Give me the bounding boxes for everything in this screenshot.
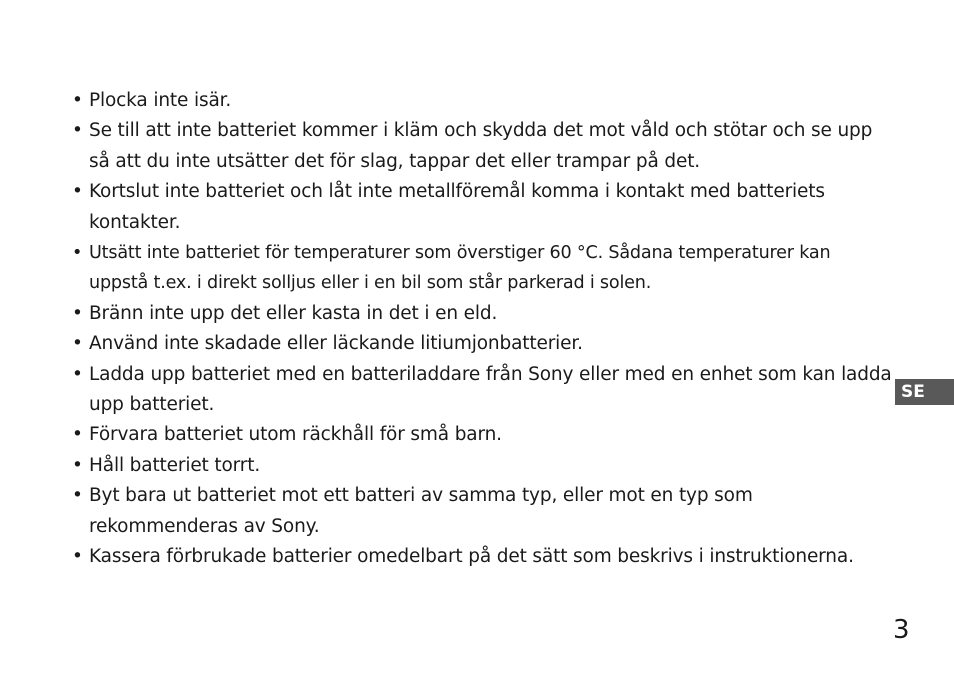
- list-item-text: Använd inte skadade eller läckande litiumjonbatterier.: [89, 333, 583, 355]
- list-item-text: Byt bara ut batteriet mot ett batteri av samma typ, eller mot en typ som rekommenderas av Sony.: [89, 485, 753, 537]
- list-item: [72, 299, 892, 329]
- page-number: 3: [893, 615, 910, 645]
- list-item: [72, 360, 892, 421]
- list-item: [72, 481, 892, 542]
- list-item-text: Kassera förbrukade batterier omedelbart på det sätt som beskrivs i instruktionerna.: [89, 546, 854, 568]
- language-tab: SE: [895, 379, 954, 405]
- bullet-icon: •: [72, 485, 83, 507]
- bullet-icon: •: [72, 454, 83, 476]
- list-item: [72, 329, 892, 359]
- list-item: [72, 420, 892, 450]
- list-item-text: Bränn inte upp det eller kasta in det i en eld.: [89, 302, 498, 324]
- list-item-text: Utsätt inte batteriet för temperaturer som överstiger 60 °C. Sådana temperaturer kan uppstå t.ex. i direkt solljus eller i en bil som står parkerad i solen.: [89, 243, 831, 294]
- bullet-icon: •: [72, 181, 83, 203]
- list-item-text: Förvara batteriet utom räckhåll för små barn.: [89, 424, 502, 446]
- bullet-icon: •: [72, 302, 83, 324]
- list-item-text: Håll batteriet torrt.: [89, 454, 261, 476]
- list-item: [72, 542, 892, 572]
- bullet-icon: •: [72, 243, 83, 264]
- list-item: [72, 451, 892, 481]
- bullet-icon: •: [72, 120, 83, 142]
- list-item-text: Ladda upp batteriet med en batteriladdare från Sony eller med en enhet som kan ladda upp batteriet.: [89, 363, 892, 416]
- bullet-list: [72, 86, 892, 573]
- bullet-icon: •: [72, 546, 83, 568]
- bullet-icon: •: [72, 424, 83, 446]
- bullet-icon: •: [72, 333, 83, 355]
- list-item: [72, 238, 892, 299]
- bullet-icon: •: [72, 90, 83, 111]
- list-item: [72, 116, 892, 177]
- list-item-text: Plocka inte isär.: [89, 90, 232, 111]
- list-item: [72, 177, 892, 238]
- list-item-text: Kortslut inte batteriet och låt inte metallföremål komma i kontakt med batteriets kontakter.: [89, 181, 825, 233]
- list-item: [72, 86, 892, 116]
- bullet-icon: •: [72, 363, 83, 385]
- list-item-text: Se till att inte batteriet kommer i kläm och skydda det mot våld och stötar och se upp så att du inte utsätter det för slag, tappar det eller trampar på det.: [89, 120, 873, 172]
- page-content: [72, 86, 892, 573]
